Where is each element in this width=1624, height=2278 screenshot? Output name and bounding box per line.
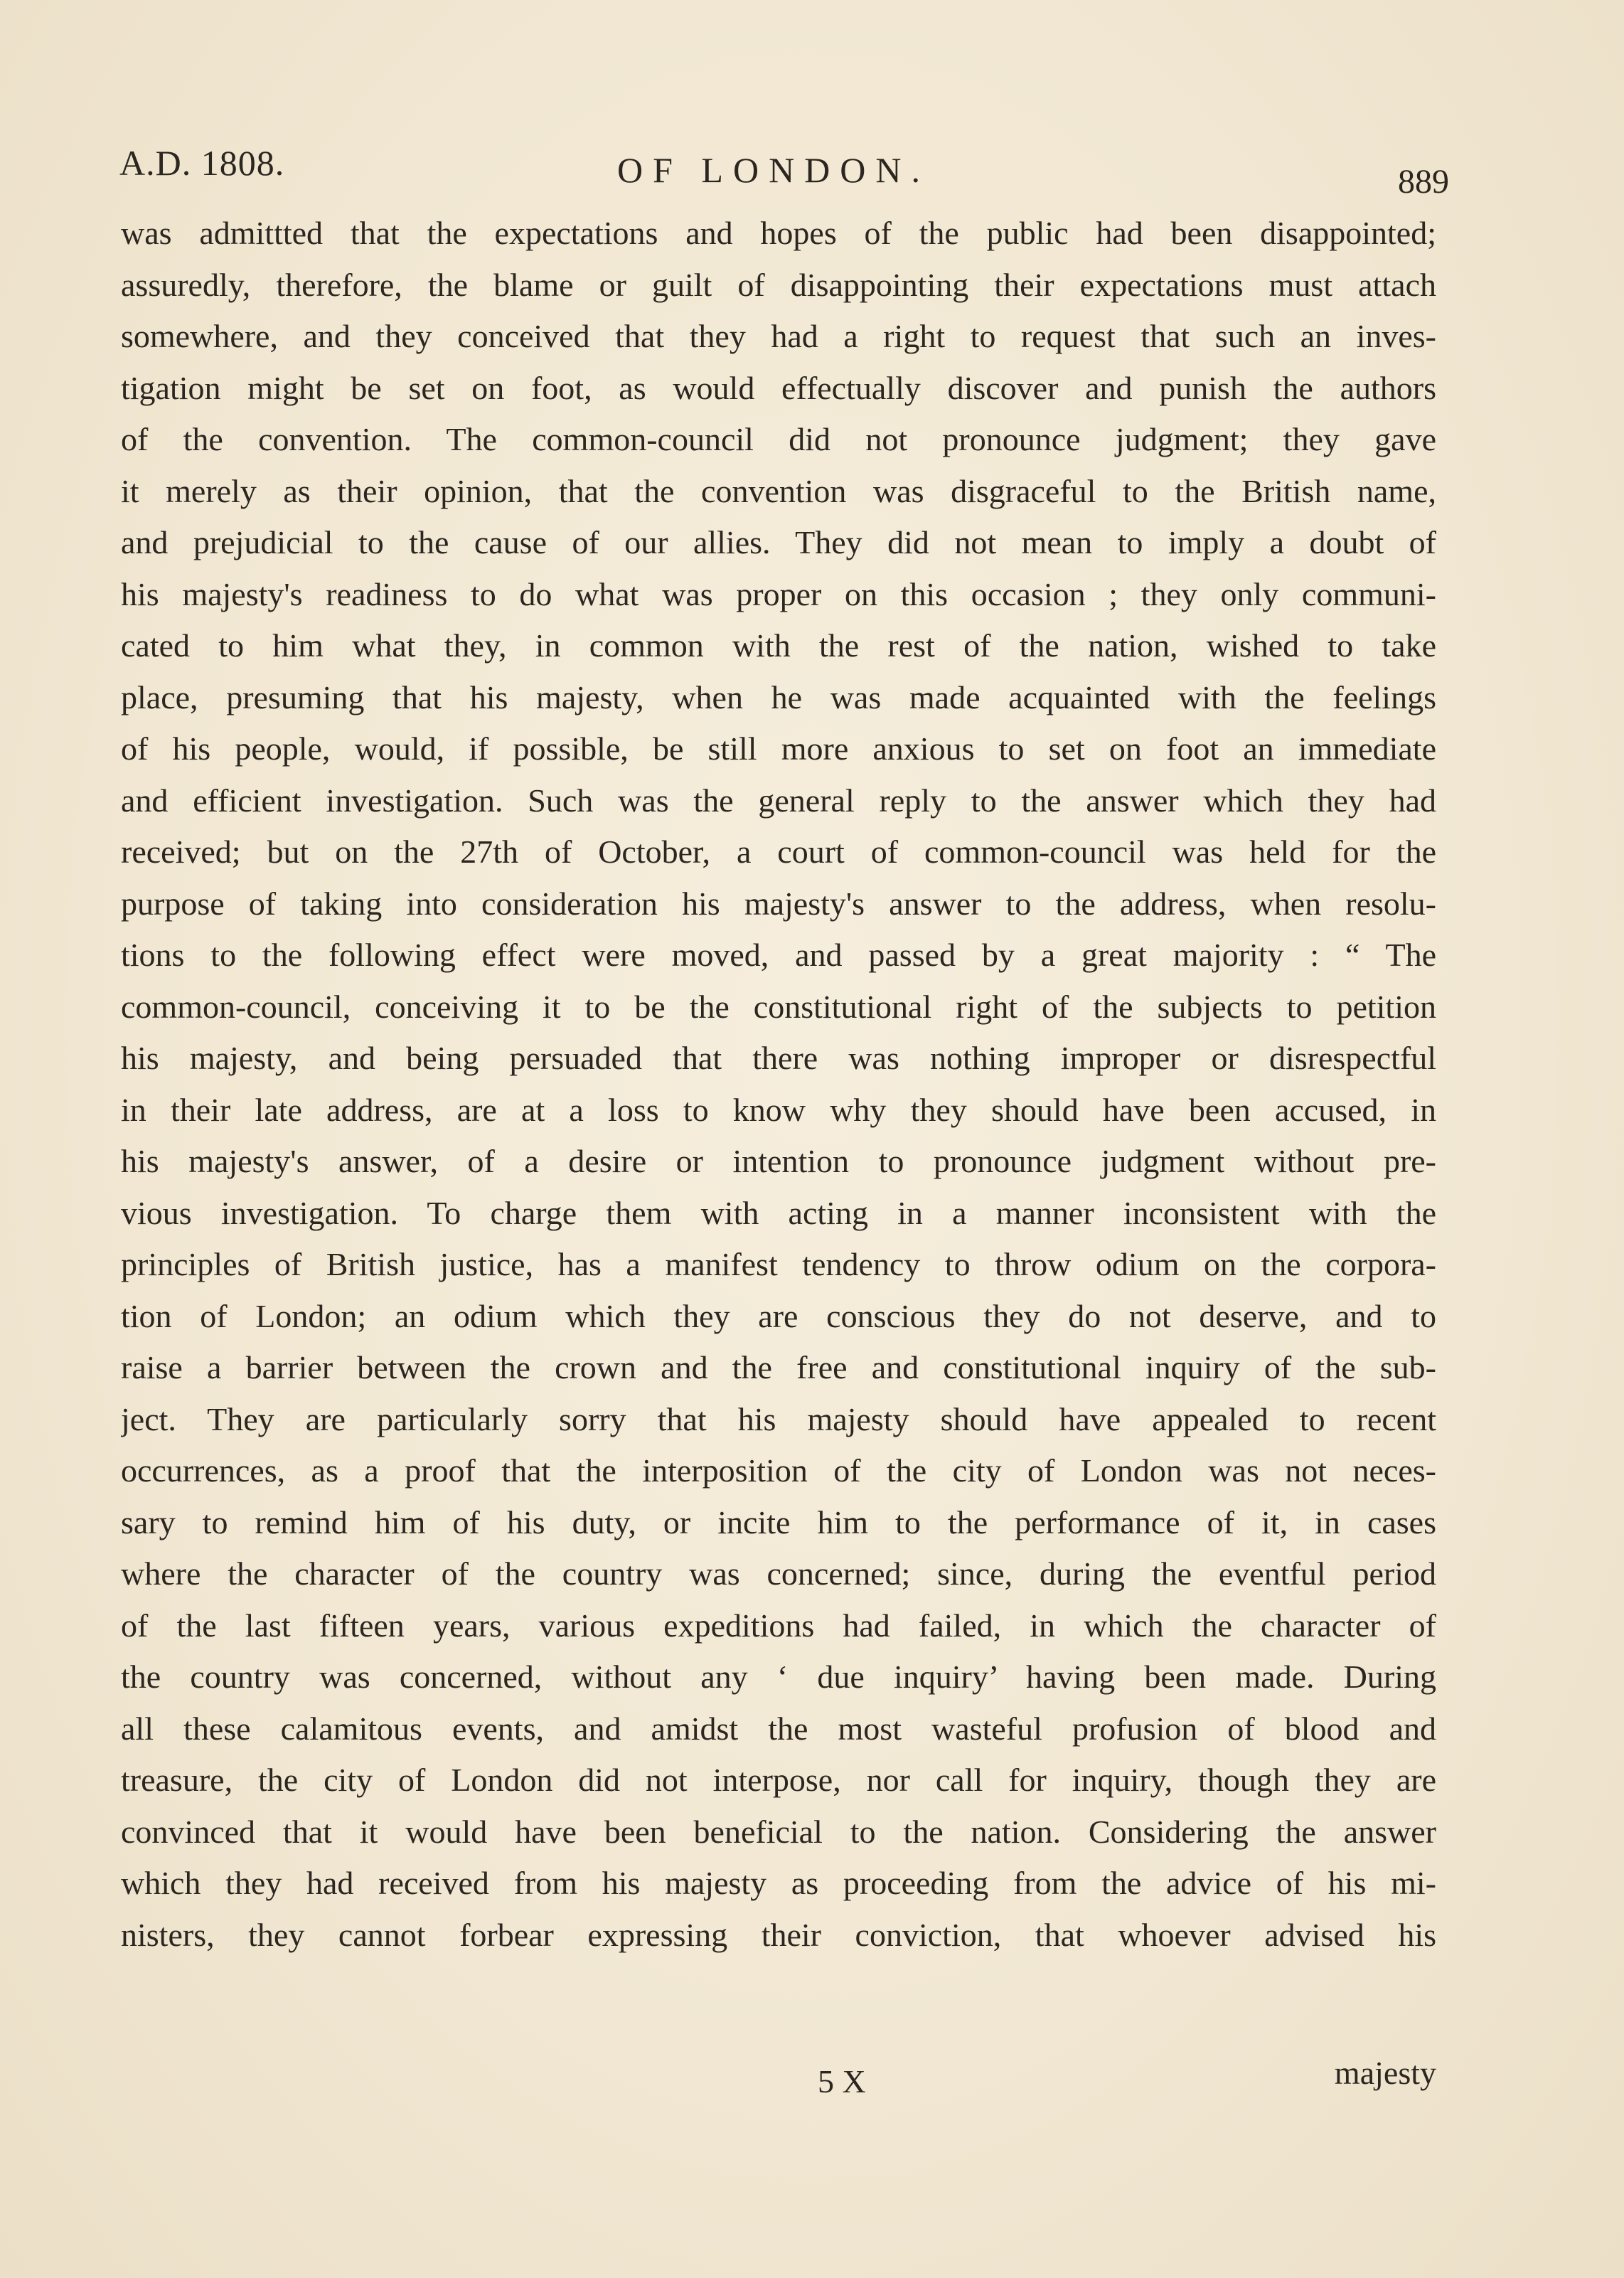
page-footer: [121, 2055, 1436, 2119]
text-line: in their late address, are at a loss to know why they should have been accused, in: [121, 1091, 1436, 1128]
text-line: common-council, conceiving it to be the constitutional right of the subjects to petition: [121, 988, 1436, 1025]
text-line: tion of London; an odium which they are conscious they do not deserve, and to: [121, 1297, 1436, 1334]
text-line: tions to the following effect were moved, and passed by a great majority : “ The: [121, 937, 1436, 973]
text-line: his majesty, and being persuaded that there was nothing improper or disrespectful: [121, 1040, 1436, 1076]
running-header: [119, 142, 1449, 206]
text-line: all these calamitous events, and amidst the most wasteful profusion of blood and: [121, 1710, 1436, 1747]
text-line: the country was concerned, without any ‘ due inquiry’ having been made. During: [121, 1659, 1436, 1695]
text-line: assuredly, therefore, the blame or guilt of disappointing their expectations must attach: [121, 266, 1436, 303]
text-line: his majesty's answer, of a desire or intention to pronounce judgment without pre-: [121, 1143, 1436, 1179]
text-line: was admittted that the expectations and hopes of the public had been disappointed;: [121, 215, 1436, 251]
header-title: OF LONDON.: [617, 150, 930, 190]
header-date: A.D. 1808.: [119, 143, 285, 183]
text-line: of the last fifteen years, various expeditions had failed, in which the character of: [121, 1607, 1436, 1644]
text-line: ject. They are particularly sorry that his majesty should have appealed to recent: [121, 1400, 1436, 1437]
text-line: nisters, they cannot forbear expressing their conviction, that whoever advised his: [121, 1916, 1436, 1953]
page-number: 889: [1398, 163, 1449, 201]
text-line: which they had received from his majesty as proceeding from the advice of his mi-: [121, 1865, 1436, 1901]
text-line: and efficient investigation. Such was the general reply to the answer which they had: [121, 782, 1436, 819]
text-line: his majesty's readiness to do what was proper on this occasion ; they only communi-: [121, 575, 1436, 612]
text-line: raise a barrier between the crown and the free and constitutional inquiry of the sub-: [121, 1349, 1436, 1385]
signature-mark: 5 X: [818, 2063, 866, 2099]
text-line: where the character of the country was concerned; since, during the eventful period: [121, 1555, 1436, 1592]
text-line: it merely as their opinion, that the convention was disgraceful to the British name,: [121, 472, 1436, 509]
text-line: treasure, the city of London did not interpose, nor call for inquiry, though they are: [121, 1762, 1436, 1798]
text-line: of his people, would, if possible, be still more anxious to set on foot an immediate: [121, 730, 1436, 767]
catchword: majesty: [1334, 2055, 1436, 2091]
text-line: of the convention. The common-council did not pronounce judgment; they gave: [121, 421, 1436, 457]
text-line: and prejudicial to the cause of our allies. They did not mean to imply a doubt of: [121, 524, 1436, 560]
text-line: somewhere, and they conceived that they had a right to request that such an inves-: [121, 318, 1436, 354]
text-line: received; but on the 27th of October, a court of common-council was held for the: [121, 834, 1436, 870]
text-line: principles of British justice, has a manifest tendency to throw odium on the corpora-: [121, 1246, 1436, 1282]
text-line: purpose of taking into consideration his majesty's answer to the address, when resolu-: [121, 885, 1436, 922]
text-line: cated to him what they, in common with the rest of the nation, wished to take: [121, 627, 1436, 664]
text-line: occurrences, as a proof that the interposition of the city of London was not neces-: [121, 1452, 1436, 1489]
text-line: place, presuming that his majesty, when he was made acquainted with the feelings: [121, 678, 1436, 715]
text-line: tigation might be set on foot, as would effectually discover and punish the authors: [121, 369, 1436, 406]
body-text: [121, 208, 1436, 1961]
text-line: vious investigation. To charge them with acting in a manner inconsistent with the: [121, 1194, 1436, 1231]
text-line: convinced that it would have been beneficial to the nation. Considering the answer: [121, 1813, 1436, 1850]
text-line: sary to remind him of his duty, or incite him to the performance of it, in cases: [121, 1503, 1436, 1540]
